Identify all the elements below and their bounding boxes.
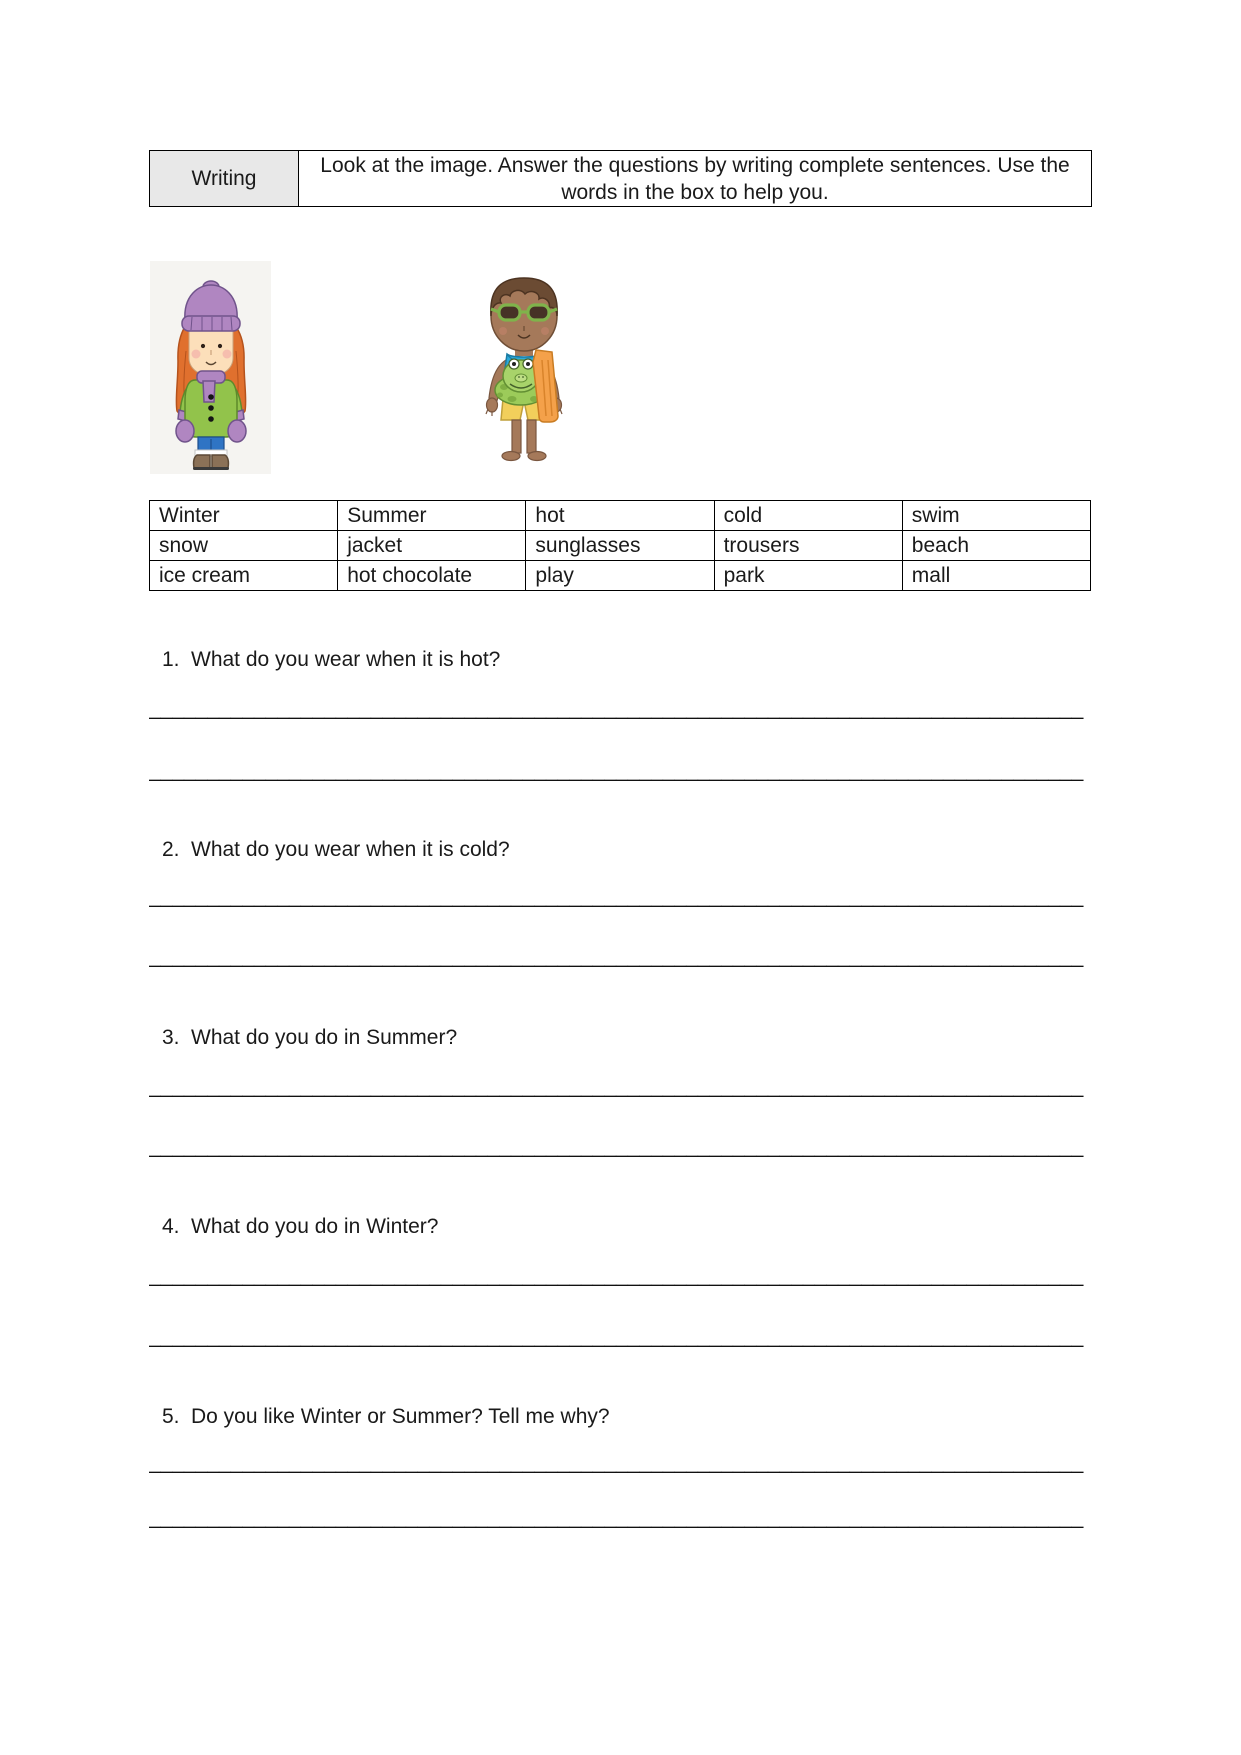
word-box-cell: Summer xyxy=(338,501,526,531)
word-box-cell: hot chocolate xyxy=(338,561,526,591)
question-2 xyxy=(162,836,510,864)
word-box-cell: cold xyxy=(715,501,903,531)
answer-line: ________________________________________________________________________________ xyxy=(149,945,1084,968)
instructions-text: Look at the image. Answer the questions by writing complete sentences. Use the words in the box to help you. xyxy=(320,153,1070,204)
girl-mitten-right xyxy=(228,420,246,442)
question-text: What do you wear when it is hot? xyxy=(191,648,501,671)
word-box-cell: ice cream xyxy=(150,561,338,591)
section-label-cell xyxy=(150,151,299,206)
header-table xyxy=(149,150,1092,207)
question-number: 2. xyxy=(162,838,180,861)
word-box-cell: beach xyxy=(903,531,1091,561)
girl-boot-left xyxy=(194,455,210,468)
winter-girl-image xyxy=(150,261,271,474)
word-box-cell: park xyxy=(715,561,903,591)
answer-line: ________________________________________________________________________________ xyxy=(149,697,1084,720)
answer-line: ________________________________________________________________________________ xyxy=(149,1075,1084,1098)
question-5 xyxy=(162,1403,610,1431)
word-box-cell: play xyxy=(526,561,714,591)
word-box-cell: mall xyxy=(903,561,1091,591)
question-text: What do you do in Summer? xyxy=(191,1026,458,1049)
summer-boy-image xyxy=(462,268,586,466)
word-box-cell: snow xyxy=(150,531,338,561)
winter-girl-illustration xyxy=(150,261,271,474)
word-box-cell: Winter xyxy=(150,501,338,531)
question-number: 3. xyxy=(162,1026,180,1049)
question-number: 4. xyxy=(162,1215,180,1238)
question-text: Do you like Winter or Summer? Tell me why? xyxy=(191,1405,610,1428)
answer-line: ________________________________________________________________________________ xyxy=(149,1506,1084,1529)
question-number: 5. xyxy=(162,1405,180,1428)
girl-boot-right xyxy=(212,455,228,468)
answer-line: ________________________________________________________________________________ xyxy=(149,1264,1084,1287)
answer-line: ________________________________________________________________________________ xyxy=(149,1325,1084,1348)
question-text: What do you do in Winter? xyxy=(191,1215,439,1238)
answer-line: ________________________________________________________________________________ xyxy=(149,1135,1084,1158)
girl-mitten-left xyxy=(176,420,194,442)
word-box-table xyxy=(149,500,1091,591)
summer-boy-illustration xyxy=(462,268,586,466)
answer-line: ________________________________________________________________________________ xyxy=(149,759,1084,782)
section-label: Writing xyxy=(191,166,257,190)
word-box-cell: hot xyxy=(526,501,714,531)
question-text: What do you wear when it is cold? xyxy=(191,838,510,861)
word-box-cell: jacket xyxy=(338,531,526,561)
answer-line: ________________________________________________________________________________ xyxy=(149,885,1084,908)
question-1 xyxy=(162,646,500,674)
question-number: 1. xyxy=(162,648,180,671)
question-3 xyxy=(162,1024,457,1052)
word-box-cell: swim xyxy=(903,501,1091,531)
answer-line: ________________________________________________________________________________ xyxy=(149,1451,1084,1474)
instructions-cell xyxy=(299,151,1091,206)
word-box-cell: sunglasses xyxy=(526,531,714,561)
question-4 xyxy=(162,1213,438,1241)
word-box-cell: trousers xyxy=(715,531,903,561)
